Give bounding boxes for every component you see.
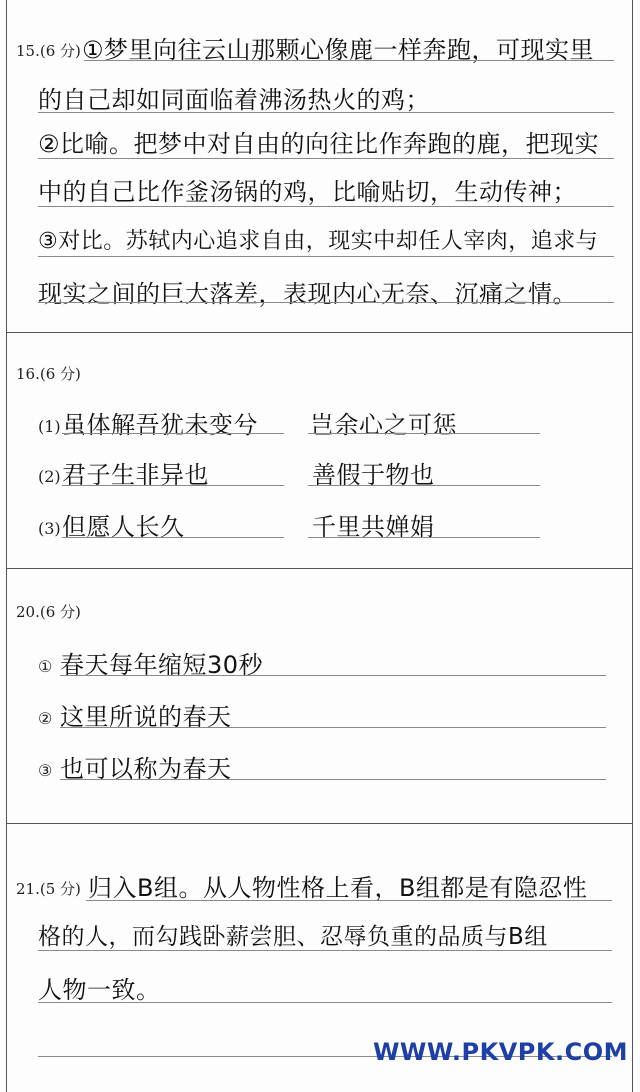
answer-line: ①梦里向往云山那颗心像鹿一样奔跑，可现实里	[82, 36, 595, 64]
answer-line: 格的人，而勾践卧薪尝胆、忍辱负重的品质与B组	[38, 924, 548, 950]
writing-rule	[60, 779, 606, 780]
site-watermark: WWW.PKVPK.COM	[372, 1038, 628, 1066]
writing-rule	[308, 537, 540, 538]
question-16-section	[6, 333, 633, 569]
answer-right: 善假于物也	[312, 461, 435, 489]
answer-line: 的自己却如同面临着沸汤热火的鸡；	[38, 86, 430, 114]
question-20-label: 20.(6 分)	[16, 603, 81, 621]
answer-left: 虽体解吾犹未变兮	[62, 411, 258, 439]
answer-line: 也可以称为春天	[60, 755, 232, 783]
writing-rule	[38, 302, 614, 303]
question-21-label: 21.(5 分)	[16, 880, 81, 898]
answer-line: 这里所说的春天	[60, 703, 232, 731]
item-number: (1)	[38, 417, 61, 436]
answer-line: ③对比。苏轼内心追求自由，现实中却任人宰肉，追求与	[38, 229, 599, 254]
item-number: (3)	[38, 519, 61, 538]
item-number: (2)	[38, 467, 61, 486]
answer-line: 春天每年缩短30秒	[60, 651, 264, 679]
answer-left: 君子生非异也	[62, 461, 209, 489]
writing-rule	[62, 485, 284, 486]
answer-line: ②比喻。把梦中对自由的向往比作奔跑的鹿，把现实	[38, 130, 600, 158]
question-20-section	[6, 569, 633, 824]
writing-rule	[38, 256, 614, 257]
writing-rule	[38, 950, 612, 951]
answer-right: 千里共婵娟	[312, 513, 435, 541]
writing-rule	[60, 727, 606, 728]
answer-line: 现实之间的巨大落差，表现内心无奈、沉痛之情。	[38, 280, 577, 308]
question-16-label: 16.(6 分)	[16, 365, 81, 383]
question-15-section	[6, 0, 633, 333]
writing-rule	[38, 206, 614, 207]
writing-rule	[84, 60, 614, 61]
answer-line: 中的自己比作釜汤锅的鸡，比喻贴切，生动传神；	[38, 178, 577, 206]
writing-rule	[60, 675, 606, 676]
item-number: ③	[38, 761, 53, 780]
question-15-label: 15.(6 分)	[16, 42, 81, 60]
writing-rule	[308, 485, 540, 486]
answer-left: 但愿人长久	[62, 513, 185, 541]
writing-rule	[62, 433, 284, 434]
writing-rule	[62, 537, 284, 538]
answer-line: 归入B组。从人物性格上看，B组都是有隐忍性	[88, 874, 588, 902]
writing-rule	[38, 158, 614, 159]
answer-right: 岂余心之可惩	[310, 411, 457, 439]
item-number: ②	[38, 709, 53, 728]
writing-rule	[86, 900, 612, 901]
item-number: ①	[38, 657, 53, 676]
writing-rule	[38, 1002, 612, 1003]
writing-rule	[38, 112, 614, 113]
answer-line: 人物一致。	[38, 976, 161, 1004]
writing-rule	[308, 433, 540, 434]
